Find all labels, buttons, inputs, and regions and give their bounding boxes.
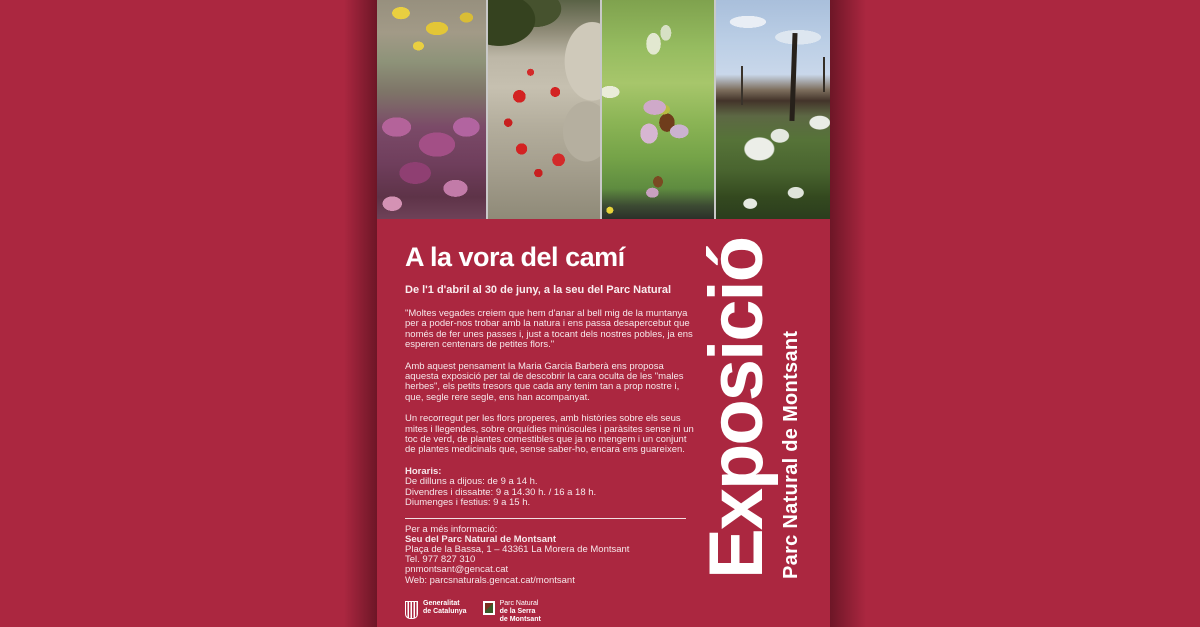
schedule-line: De dilluns a dijous: de 9 a 14 h.	[405, 476, 538, 488]
right-shadow	[830, 0, 866, 627]
contact-phone: Tel. 977 827 310	[405, 554, 476, 566]
parc-logo-line: de Montsant	[499, 616, 541, 623]
vineyard-post	[790, 33, 798, 121]
parc-logo-line: de la Serra	[499, 608, 536, 615]
photo-bee-orchid	[602, 0, 714, 219]
schedule-heading: Horaris:	[405, 465, 442, 477]
contact-block	[405, 525, 705, 586]
contact-heading: Per a més informació:	[405, 523, 498, 535]
vineyard-post-small	[741, 66, 743, 105]
schedule-line: Divendres i dissabte: 9 a 14.30 h. / 16 a 18 h.	[405, 486, 597, 498]
generalitat-logo	[405, 600, 467, 619]
parc-natural-logo	[483, 600, 541, 624]
photo-poppies-path	[488, 0, 600, 219]
contact-email: pnmontsant@gencat.cat	[405, 564, 509, 576]
divider	[405, 518, 686, 519]
vertical-title-exposicio: Exposició	[694, 238, 779, 579]
author-paragraph: Amb aquest pensament la Maria Garcia Barberà ens proposa aquesta exposició per tal de descobrir la cara oculta de les "males herbes", els petits tresors que cada any tenim tan a prop nostre i, que, segle rere segle, ens han acompanyat.	[405, 360, 684, 403]
contact-address: Plaça de la Bassa, 1 – 43361 La Morera de Montsant	[405, 543, 630, 555]
contact-web: Web: parcsnaturals.gencat.cat/montsant	[405, 574, 575, 586]
schedule-block	[405, 467, 705, 509]
park-emblem-icon	[483, 601, 495, 615]
contact-venue: Seu del Parc Natural de Montsant	[405, 533, 556, 545]
intro-quote-paragraph: "Moltes vegades creiem que hem d'anar al bell mig de la muntanya per a poder-nos trobar amb la natura i ens passa desapercebut que només de fer unes passes i, just a tocant dels nostres pobles, ja ens esperen centenars de petites flors."	[405, 308, 693, 351]
footer-logos	[405, 600, 541, 624]
left-shadow	[344, 0, 377, 627]
vertical-subtitle-parc: Parc Natural de Montsant	[780, 330, 802, 579]
poster-dates: De l'1 d'abril al 30 de juny, a la seu del Parc Natural	[405, 284, 672, 296]
photo-wildflowers-rocks	[377, 0, 486, 219]
photo-vineyard-flowers	[716, 0, 830, 219]
senyera-shield-icon	[405, 601, 418, 619]
parc-logo-line: Parc Natural	[499, 600, 539, 607]
generalitat-logo-line: Generalitat	[423, 600, 460, 607]
poster-text-column	[405, 228, 705, 586]
schedule-line: Diumenges i festius: 9 a 15 h.	[405, 497, 531, 509]
description-paragraph: Un recorregut per les flors properes, amb històries sobre els seus mites i llegendes, sobre orquídies minúscules i paràsites sense ni un toc de verd, de plantes comestibles que ja no mengem i un conjunt de plantes medicinals que, sense saber-ho, encara ens guareixen.	[405, 413, 694, 456]
vineyard-post-small	[823, 57, 825, 92]
photo-strip	[377, 0, 830, 219]
poster-title: A la vora del camí	[405, 242, 625, 272]
generalitat-logo-line: de Catalunya	[423, 608, 467, 615]
